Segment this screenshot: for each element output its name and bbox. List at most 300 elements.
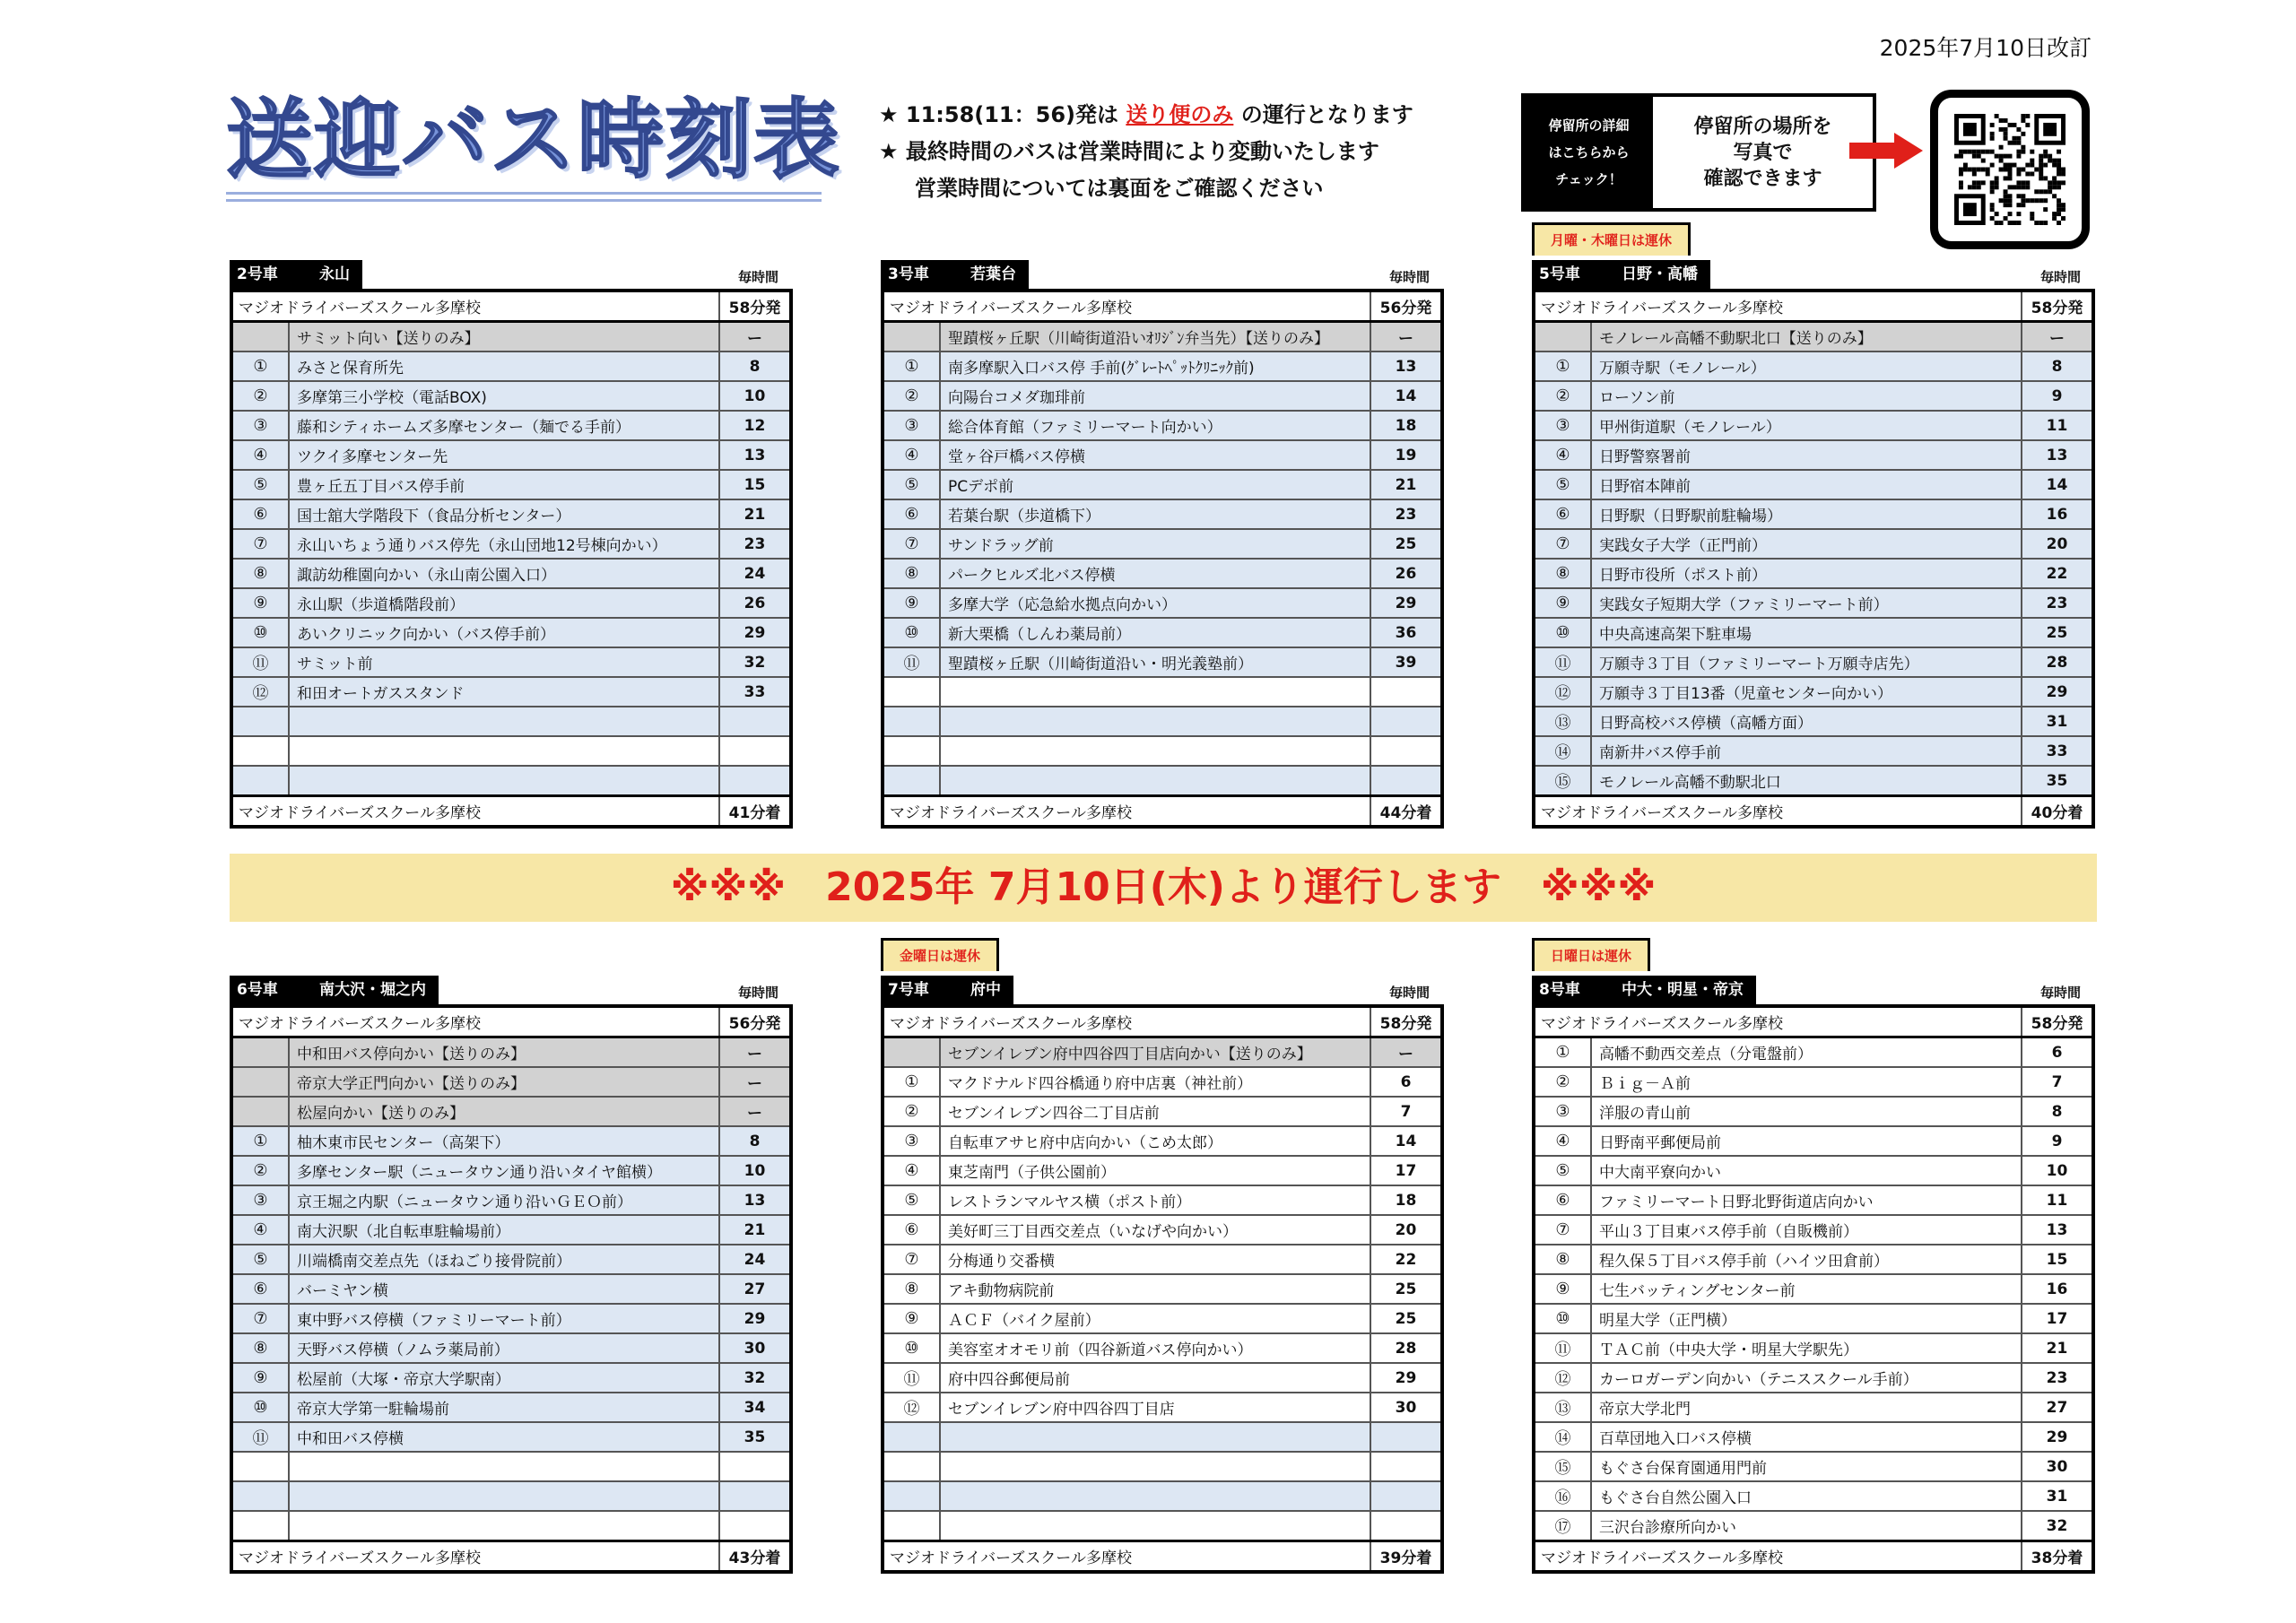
stop-name: 自転車アサヒ府中店向かい（こめ太郎） bbox=[940, 1126, 1370, 1156]
table-row bbox=[883, 440, 1442, 470]
table-row bbox=[883, 1304, 1442, 1333]
table-row bbox=[883, 1511, 1442, 1541]
stop-time: 21 bbox=[719, 499, 791, 529]
stop-time: 28 bbox=[1370, 1333, 1442, 1363]
stop-time: 6 bbox=[1370, 1067, 1442, 1097]
stop-number: ⑧ bbox=[1534, 559, 1591, 588]
table-row bbox=[231, 1215, 791, 1245]
stop-name: あいクリニック向かい（バス停手前） bbox=[289, 618, 719, 647]
stop-time: 21 bbox=[719, 1215, 791, 1245]
table-row bbox=[883, 1215, 1442, 1245]
stop-name bbox=[940, 1452, 1370, 1481]
stop-name: 中大南平寮向かい bbox=[1591, 1156, 2022, 1185]
stop-number: ② bbox=[231, 381, 289, 411]
table-row bbox=[231, 736, 791, 766]
stop-name: ツクイ多摩センター先 bbox=[289, 440, 719, 470]
arrival-name: マジオドライバーズスクール多摩校 bbox=[231, 796, 719, 828]
table-row bbox=[1534, 736, 2093, 766]
departure-name: マジオドライバーズスクール多摩校 bbox=[231, 291, 719, 322]
route-5 bbox=[1532, 232, 2095, 829]
qr-code[interactable] bbox=[1930, 90, 2090, 249]
stop-number: ② bbox=[1534, 1067, 1591, 1097]
stop-number: ⑩ bbox=[883, 618, 940, 647]
stop-info-left-3: チェック！ bbox=[1555, 171, 1622, 187]
stop-name: レストランマルヤス横（ポスト前） bbox=[940, 1185, 1370, 1215]
table-row bbox=[231, 411, 791, 440]
table-row bbox=[231, 647, 791, 677]
stop-name: もぐさ台保育園通用門前 bbox=[1591, 1452, 2022, 1481]
table-row bbox=[883, 1067, 1442, 1097]
table-row bbox=[883, 1481, 1442, 1511]
stop-number: ④ bbox=[883, 1156, 940, 1185]
route-label bbox=[230, 260, 362, 289]
stop-info-left-1: 停留所の詳細 bbox=[1548, 117, 1630, 134]
stop-number bbox=[883, 707, 940, 736]
table-row bbox=[1534, 322, 2093, 352]
stop-time: 18 bbox=[1370, 411, 1442, 440]
table-row bbox=[1534, 1037, 2093, 1068]
stop-time: 28 bbox=[2022, 647, 2093, 677]
table-row bbox=[1534, 707, 2093, 736]
departure-name: マジオドライバーズスクール多摩校 bbox=[1534, 291, 2022, 322]
table-row bbox=[1534, 1452, 2093, 1481]
table-row bbox=[231, 1363, 791, 1393]
stop-number: ⑪ bbox=[883, 1363, 940, 1393]
car-number: 5号車 bbox=[1539, 265, 1580, 283]
stop-number bbox=[883, 766, 940, 796]
stop-name: バーミヤン横 bbox=[289, 1274, 719, 1304]
stop-time: 7 bbox=[2022, 1067, 2093, 1097]
route-6 bbox=[230, 974, 793, 1574]
stop-time bbox=[719, 1481, 791, 1511]
stop-number: ⑧ bbox=[883, 559, 940, 588]
stop-name: 多摩大学（応急給水拠点向かい） bbox=[940, 588, 1370, 618]
timetable bbox=[230, 289, 793, 829]
arrival-row bbox=[1534, 796, 2093, 828]
route-area: 若葉台 bbox=[970, 265, 1016, 283]
timetable bbox=[881, 1004, 1444, 1574]
table-row bbox=[883, 322, 1442, 352]
stop-time: 33 bbox=[719, 677, 791, 707]
table-row bbox=[231, 677, 791, 707]
stop-name: 実践女子大学（正門前） bbox=[1591, 529, 2022, 559]
stop-name: 総合体育館（ファミリーマート向かい） bbox=[940, 411, 1370, 440]
stop-name: 府中四谷郵便局前 bbox=[940, 1363, 1370, 1393]
stop-number: ① bbox=[231, 1126, 289, 1156]
table-row bbox=[1534, 381, 2093, 411]
stop-time: 9 bbox=[2022, 381, 2093, 411]
stop-number: ⑰ bbox=[1534, 1511, 1591, 1541]
stop-number bbox=[883, 1037, 940, 1068]
timetable bbox=[1532, 289, 2095, 829]
stop-number: ③ bbox=[1534, 1097, 1591, 1126]
stop-time: 31 bbox=[2022, 707, 2093, 736]
stop-info-box bbox=[1521, 93, 1876, 212]
departure-name: マジオドライバーズスクール多摩校 bbox=[1534, 1006, 2022, 1037]
stop-info-right-1: 停留所の場所を bbox=[1693, 115, 1832, 138]
stop-number: ② bbox=[883, 1097, 940, 1126]
stop-time: 33 bbox=[2022, 736, 2093, 766]
stop-time: 11 bbox=[2022, 1185, 2093, 1215]
stop-number: ⑪ bbox=[231, 647, 289, 677]
stop-name: 松屋前（大塚・帝京大学駅南） bbox=[289, 1363, 719, 1393]
car-number: 3号車 bbox=[888, 265, 929, 283]
stop-number: ④ bbox=[883, 440, 940, 470]
stop-time: 14 bbox=[1370, 381, 1442, 411]
stop-number: ⑫ bbox=[231, 677, 289, 707]
stop-name: ＡＣＦ（バイク屋前） bbox=[940, 1304, 1370, 1333]
stop-number: ① bbox=[231, 352, 289, 381]
table-row bbox=[1534, 1215, 2093, 1245]
table-row bbox=[231, 1156, 791, 1185]
route-header bbox=[230, 258, 793, 289]
stop-name: ＴＡＣ前（中央大学・明星大学駅先） bbox=[1591, 1333, 2022, 1363]
table-row bbox=[883, 1452, 1442, 1481]
stop-name: PCデポ前 bbox=[940, 470, 1370, 499]
stop-name: 中央高速高架下駐車場 bbox=[1591, 618, 2022, 647]
route-area: 中大・明星・帝京 bbox=[1622, 981, 1744, 999]
stop-name bbox=[940, 1511, 1370, 1541]
hourly-label: 毎時間 bbox=[1388, 985, 1430, 1001]
stop-number bbox=[883, 677, 940, 707]
stop-time: 12 bbox=[719, 411, 791, 440]
stop-name: 向陽台コメダ珈琲前 bbox=[940, 381, 1370, 411]
route-3 bbox=[881, 258, 1444, 829]
stop-name: 柚木東市民センター（高架下） bbox=[289, 1126, 719, 1156]
table-row bbox=[231, 1274, 791, 1304]
car-number: 8号車 bbox=[1539, 981, 1580, 999]
table-row bbox=[1534, 1067, 2093, 1097]
stop-time: 29 bbox=[1370, 1363, 1442, 1393]
stop-time: 23 bbox=[2022, 588, 2093, 618]
route-area: 永山 bbox=[319, 265, 350, 283]
stop-name bbox=[940, 766, 1370, 796]
arrival-time: 44分着 bbox=[1370, 796, 1442, 828]
stop-number bbox=[883, 322, 940, 352]
table-row bbox=[883, 1185, 1442, 1215]
stop-name bbox=[940, 707, 1370, 736]
stop-time: 30 bbox=[1370, 1393, 1442, 1422]
table-row bbox=[231, 1097, 791, 1126]
arrival-time: 38分着 bbox=[2022, 1541, 2093, 1573]
stop-number: ⑩ bbox=[231, 618, 289, 647]
stop-time: 32 bbox=[719, 647, 791, 677]
stop-number: ⑯ bbox=[1534, 1481, 1591, 1511]
stop-number bbox=[231, 1511, 289, 1541]
stop-time: 10 bbox=[719, 1156, 791, 1185]
stop-time bbox=[719, 707, 791, 736]
hourly-label: 毎時間 bbox=[737, 269, 778, 285]
stop-time: 20 bbox=[1370, 1215, 1442, 1245]
arrival-time: 39分着 bbox=[1370, 1541, 1442, 1573]
table-row bbox=[1534, 1245, 2093, 1274]
hourly-label: 毎時間 bbox=[1388, 269, 1430, 285]
stop-number: ② bbox=[1534, 381, 1591, 411]
route-header bbox=[881, 974, 1444, 1004]
stop-time bbox=[719, 1511, 791, 1541]
stop-time: ー bbox=[719, 1097, 791, 1126]
stop-time: 15 bbox=[2022, 1245, 2093, 1274]
table-row bbox=[231, 588, 791, 618]
stop-name: 帝京大学正門向かい【送りのみ】 bbox=[289, 1067, 719, 1097]
stop-name: 豊ヶ丘五丁目バス停手前 bbox=[289, 470, 719, 499]
stop-number: ⑪ bbox=[883, 647, 940, 677]
notes bbox=[879, 97, 1413, 207]
departure-time: 58分発 bbox=[719, 291, 791, 322]
stop-number: ⑦ bbox=[883, 1245, 940, 1274]
stop-name: 多摩センター駅（ニュータウン通り沿いタイヤ館横） bbox=[289, 1156, 719, 1185]
stop-number bbox=[231, 1067, 289, 1097]
note-line-2: ★ 最終時間のバスは営業時間により変動いたします bbox=[879, 139, 1379, 164]
stop-number: ⑤ bbox=[1534, 1156, 1591, 1185]
route-header bbox=[881, 258, 1444, 289]
stop-time bbox=[719, 766, 791, 796]
stop-name: サンドラッグ前 bbox=[940, 529, 1370, 559]
stop-time: 19 bbox=[1370, 440, 1442, 470]
stop-name: サミット向い【送りのみ】 bbox=[289, 322, 719, 352]
stop-number: ⑨ bbox=[231, 1363, 289, 1393]
stop-name: カーロガーデン向かい（テニススクール手前） bbox=[1591, 1363, 2022, 1393]
stop-time: ー bbox=[1370, 322, 1442, 352]
table-row bbox=[231, 1067, 791, 1097]
holiday-notice: 日曜日は運休 bbox=[1532, 938, 1650, 971]
table-row bbox=[231, 381, 791, 411]
stop-number: ② bbox=[883, 381, 940, 411]
stop-name: 若葉台駅（歩道橋下） bbox=[940, 499, 1370, 529]
stop-name: 万願寺駅（モノレール） bbox=[1591, 352, 2022, 381]
stop-number: ⑤ bbox=[883, 470, 940, 499]
stop-name: 日野駅（日野駅前駐輪場） bbox=[1591, 499, 2022, 529]
stop-time: 30 bbox=[719, 1333, 791, 1363]
stop-info-left-2: はこちらから bbox=[1548, 144, 1630, 161]
table-row bbox=[1534, 1126, 2093, 1156]
table-row bbox=[883, 411, 1442, 440]
stop-time bbox=[1370, 1481, 1442, 1511]
stop-name: 川端橋南交差点先（ほねごり接骨院前） bbox=[289, 1245, 719, 1274]
arrival-name: マジオドライバーズスクール多摩校 bbox=[1534, 1541, 2022, 1573]
note-line-3: 営業時間については裏面をご確認ください bbox=[915, 176, 1324, 201]
table-row bbox=[1534, 470, 2093, 499]
table-row bbox=[1534, 529, 2093, 559]
stop-time: 13 bbox=[1370, 352, 1442, 381]
stop-time: 14 bbox=[2022, 470, 2093, 499]
stop-name: 永山いちょう通りバス停先（永山団地12号棟向かい） bbox=[289, 529, 719, 559]
table-row bbox=[231, 707, 791, 736]
stop-name: パークヒルズ北バス停横 bbox=[940, 559, 1370, 588]
departure-row bbox=[883, 1006, 1442, 1037]
stop-number: ⑮ bbox=[1534, 1452, 1591, 1481]
timetable bbox=[1532, 1004, 2095, 1574]
stop-name bbox=[289, 1511, 719, 1541]
stop-time: ー bbox=[719, 322, 791, 352]
note-line-1 bbox=[879, 97, 1413, 134]
stop-number bbox=[883, 1511, 940, 1541]
table-row bbox=[231, 1333, 791, 1363]
departure-row bbox=[883, 291, 1442, 322]
stop-time: 6 bbox=[2022, 1037, 2093, 1068]
table-row bbox=[231, 1511, 791, 1541]
table-row bbox=[883, 1363, 1442, 1393]
stop-number: ⑭ bbox=[1534, 1422, 1591, 1452]
table-row bbox=[1534, 1156, 2093, 1185]
stop-number: ⑥ bbox=[1534, 1185, 1591, 1215]
route-area: 府中 bbox=[970, 981, 1001, 999]
stop-name: 南大沢駅（北自転車駐輪場前） bbox=[289, 1215, 719, 1245]
stop-time: 34 bbox=[719, 1393, 791, 1422]
stop-name bbox=[289, 1481, 719, 1511]
stop-time bbox=[1370, 1511, 1442, 1541]
stop-info-text bbox=[1653, 97, 1873, 208]
qr-code-icon bbox=[1954, 114, 2066, 225]
stop-number bbox=[231, 1481, 289, 1511]
stop-time bbox=[1370, 736, 1442, 766]
stop-time: 10 bbox=[719, 381, 791, 411]
stop-name: アキ動物病院前 bbox=[940, 1274, 1370, 1304]
stop-time: 24 bbox=[719, 559, 791, 588]
stop-time: 29 bbox=[719, 618, 791, 647]
stop-name bbox=[289, 766, 719, 796]
stop-number: ④ bbox=[1534, 1126, 1591, 1156]
stop-name bbox=[289, 736, 719, 766]
stop-name: 実践女子短期大学（ファミリーマート前） bbox=[1591, 588, 2022, 618]
stop-time: 27 bbox=[719, 1274, 791, 1304]
stop-time: 8 bbox=[719, 352, 791, 381]
timetable bbox=[881, 289, 1444, 829]
stop-number: ⑦ bbox=[883, 529, 940, 559]
stop-time: 17 bbox=[2022, 1304, 2093, 1333]
departure-name: マジオドライバーズスクール多摩校 bbox=[883, 291, 1370, 322]
stop-name: 聖蹟桜ヶ丘駅（川崎街道沿いｵﾘｼﾞﾝ弁当先）【送りのみ】 bbox=[940, 322, 1370, 352]
stop-name: セブンイレブン府中四谷四丁目店向かい【送りのみ】 bbox=[940, 1037, 1370, 1068]
table-row bbox=[1534, 440, 2093, 470]
note-1-suffix: の運行となります bbox=[1233, 102, 1413, 127]
route-label bbox=[881, 976, 1013, 1004]
stop-number: ④ bbox=[1534, 440, 1591, 470]
stop-number: ⑥ bbox=[883, 1215, 940, 1245]
route-label bbox=[881, 260, 1029, 289]
stop-name: 永山駅（歩道橋階段前） bbox=[289, 588, 719, 618]
stop-name: 国士舘大学階段下（食品分析センター） bbox=[289, 499, 719, 529]
stop-number: ⑤ bbox=[883, 1185, 940, 1215]
stop-number: ⑥ bbox=[231, 1274, 289, 1304]
stop-number: ⑨ bbox=[231, 588, 289, 618]
table-row bbox=[1534, 1333, 2093, 1363]
table-row bbox=[231, 1245, 791, 1274]
table-row bbox=[231, 1393, 791, 1422]
stop-number: ⑧ bbox=[883, 1274, 940, 1304]
stop-number: ⑩ bbox=[1534, 1304, 1591, 1333]
arrival-time: 41分着 bbox=[719, 796, 791, 828]
table-row bbox=[883, 1393, 1442, 1422]
stop-time: 25 bbox=[1370, 1304, 1442, 1333]
stop-name: 南多摩駅入口バス停 手前(ｸﾞﾚｰﾄﾍﾟｯﾄｸﾘﾆｯｸ前) bbox=[940, 352, 1370, 381]
stop-name: 聖蹟桜ヶ丘駅（川崎街道沿い・明光義塾前） bbox=[940, 647, 1370, 677]
table-row bbox=[1534, 1363, 2093, 1393]
stop-time: 15 bbox=[719, 470, 791, 499]
stop-number bbox=[883, 1452, 940, 1481]
table-row bbox=[231, 559, 791, 588]
table-row bbox=[1534, 1274, 2093, 1304]
stop-number: ⑫ bbox=[1534, 677, 1591, 707]
table-row bbox=[231, 766, 791, 796]
stop-name: Ｂｉｇ－Ａ前 bbox=[1591, 1067, 2022, 1097]
stop-name: 松屋向かい【送りのみ】 bbox=[289, 1097, 719, 1126]
table-row bbox=[883, 677, 1442, 707]
table-row bbox=[1534, 352, 2093, 381]
stop-name: 三沢台診療所向かい bbox=[1591, 1511, 2022, 1541]
revision-date: 2025年7月10日改訂 bbox=[1879, 35, 2092, 61]
timetable bbox=[230, 1004, 793, 1574]
table-row bbox=[231, 322, 791, 352]
stop-number: ⑦ bbox=[231, 1304, 289, 1333]
table-row bbox=[231, 618, 791, 647]
stop-time: 29 bbox=[1370, 588, 1442, 618]
table-row bbox=[1534, 618, 2093, 647]
stop-number: ① bbox=[883, 1067, 940, 1097]
stop-name: 東芝南門（子供公園前） bbox=[940, 1156, 1370, 1185]
stop-time: 26 bbox=[1370, 559, 1442, 588]
table-row bbox=[231, 1185, 791, 1215]
stop-number: ⑨ bbox=[883, 588, 940, 618]
stop-number bbox=[231, 322, 289, 352]
stop-name: 天野バス停横（ノムラ薬局前） bbox=[289, 1333, 719, 1363]
table-row bbox=[883, 1422, 1442, 1452]
stop-name: 堂ヶ谷戸橋バス停横 bbox=[940, 440, 1370, 470]
stop-number: ⑨ bbox=[1534, 588, 1591, 618]
stop-name: 日野市役所（ポスト前） bbox=[1591, 559, 2022, 588]
stop-time: ー bbox=[1370, 1037, 1442, 1068]
departure-time: 58分発 bbox=[2022, 291, 2093, 322]
stop-number: ④ bbox=[231, 440, 289, 470]
stop-number: ③ bbox=[231, 411, 289, 440]
table-row bbox=[883, 1245, 1442, 1274]
stop-number: ⑩ bbox=[1534, 618, 1591, 647]
stop-number: ⑨ bbox=[883, 1304, 940, 1333]
arrival-row bbox=[883, 1541, 1442, 1573]
stop-time: 21 bbox=[2022, 1333, 2093, 1363]
stop-name: モノレール高幡不動駅北口【送りのみ】 bbox=[1591, 322, 2022, 352]
table-row bbox=[883, 618, 1442, 647]
stop-number bbox=[231, 707, 289, 736]
stop-time bbox=[1370, 707, 1442, 736]
stop-time: 8 bbox=[2022, 352, 2093, 381]
stop-number: ⑮ bbox=[1534, 766, 1591, 796]
stop-name: もぐさ台自然公園入口 bbox=[1591, 1481, 2022, 1511]
table-row bbox=[231, 352, 791, 381]
stop-number: ⑭ bbox=[1534, 736, 1591, 766]
stop-name: 分梅通り交番横 bbox=[940, 1245, 1370, 1274]
stop-name: 甲州街道駅（モノレール） bbox=[1591, 411, 2022, 440]
route-header bbox=[1532, 258, 2095, 289]
table-row bbox=[1534, 647, 2093, 677]
stop-time: 10 bbox=[2022, 1156, 2093, 1185]
stop-name: モノレール高幡不動駅北口 bbox=[1591, 766, 2022, 796]
stop-name: セブンイレブン四谷二丁目店前 bbox=[940, 1097, 1370, 1126]
route-area: 日野・高幡 bbox=[1622, 265, 1698, 283]
stop-name: 七生バッティングセンター前 bbox=[1591, 1274, 2022, 1304]
stop-number bbox=[1534, 322, 1591, 352]
table-row bbox=[231, 1037, 791, 1068]
stop-number bbox=[883, 736, 940, 766]
route-7 bbox=[881, 948, 1444, 1574]
table-row bbox=[1534, 1185, 2093, 1215]
stop-name: 多摩第三小学校（電話BOX) bbox=[289, 381, 719, 411]
arrival-row bbox=[883, 796, 1442, 828]
stop-info-right-3: 確認できます bbox=[1703, 167, 1822, 190]
stop-name: 万願寺３丁目13番（児童センター向かい） bbox=[1591, 677, 2022, 707]
stop-name: 平山３丁目東バス停手前（自販機前） bbox=[1591, 1215, 2022, 1245]
car-number: 7号車 bbox=[888, 981, 929, 999]
